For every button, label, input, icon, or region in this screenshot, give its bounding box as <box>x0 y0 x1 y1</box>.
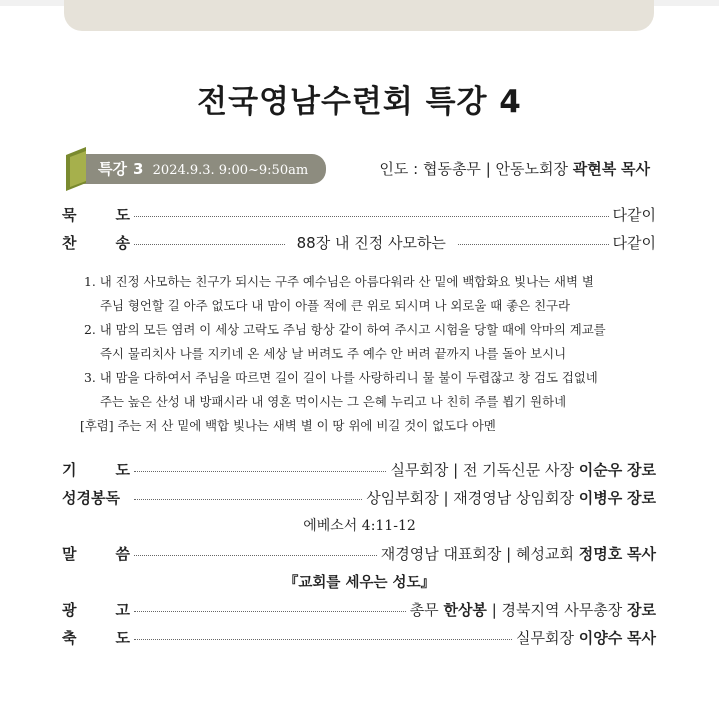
row-value: 다같이 <box>612 233 657 252</box>
scripture-passage: 에베소서 4:11-12 <box>303 518 416 534</box>
person-title: 목사 <box>627 628 656 647</box>
label-char: 도 <box>115 460 130 479</box>
dotted-leader <box>134 639 512 640</box>
label-char: 광 <box>62 600 77 619</box>
label-char: 씀 <box>115 544 130 563</box>
person-role: 실무회장 <box>516 628 574 647</box>
row-value <box>381 543 656 564</box>
label-char: 도 <box>115 205 130 224</box>
label-text: 성경봉독 <box>62 488 120 507</box>
person-title: 목사 <box>627 544 656 563</box>
header-bar <box>64 0 654 31</box>
label-char: 송 <box>115 233 130 252</box>
dotted-leader <box>458 244 609 245</box>
person-role: 실무회장 | 전 기독신문 사장 <box>390 460 574 479</box>
leader-title: 목사 <box>621 160 650 178</box>
hymn-lyrics <box>80 270 664 438</box>
row-label <box>62 487 130 508</box>
person-name: 정명호 <box>578 544 623 563</box>
person-name: 한상봉 <box>443 600 487 619</box>
row-label <box>62 599 130 620</box>
row-value <box>516 627 656 648</box>
row-hymn <box>62 231 656 253</box>
session-label-text: 특강 <box>98 160 127 178</box>
person-role: 재경영남 대표회장 | 혜성교회 <box>380 544 574 563</box>
person-name: 이순우 <box>578 460 623 479</box>
row-scripture <box>62 486 656 508</box>
dotted-leader <box>134 244 285 245</box>
label-char: 말 <box>62 544 77 563</box>
person-name: 이양수 <box>578 628 623 647</box>
label-char: 찬 <box>62 233 77 252</box>
dotted-leader <box>134 471 386 472</box>
person-name: 이병우 <box>578 488 623 507</box>
label-char: 묵 <box>62 205 77 224</box>
session-label <box>98 158 308 179</box>
row-announcements <box>62 598 656 620</box>
row-label <box>62 543 130 564</box>
lyric-line: [후렴] 주는 저 산 밑에 백합 빛나는 새벽 별 이 땅 위에 비길 것이 없도다 아멘 <box>80 418 496 433</box>
session-tab <box>70 154 326 184</box>
lyric-line: 주님 형언할 길 아주 없도다 내 맘이 아플 적에 큰 위로 되시며 나 외로울 때 좋은 친구라 <box>100 298 570 313</box>
lyric-line: 2. 내 맘의 모든 염려 이 세상 고락도 주님 항상 같이 하여 주시고 시험을 당할 때에 악마의 계교를 <box>84 322 606 337</box>
person-role-suffix: | 경북지역 사무총장 <box>491 600 623 619</box>
row-silent-prayer <box>62 203 656 225</box>
row-value <box>410 599 656 620</box>
row-value <box>390 459 656 480</box>
person-title: 장로 <box>627 600 656 619</box>
label-char: 도 <box>115 628 130 647</box>
row-value <box>366 487 656 508</box>
person-title: 장로 <box>627 488 656 507</box>
dotted-leader <box>134 499 362 500</box>
label-char: 기 <box>62 460 77 479</box>
person-role: 상임부회장 | 재경영남 상임회장 <box>366 488 574 507</box>
lyric-line: 주는 높은 산성 내 방패시라 내 영혼 먹이시는 그 은혜 누리고 나 친히 주를 뵙기 원하네 <box>100 394 567 409</box>
row-sermon <box>62 542 656 564</box>
leader-prefix: 인도 : 협동총무 | 안동노회장 <box>379 160 568 178</box>
row-label <box>62 232 130 253</box>
row-label <box>62 459 130 480</box>
page-title: 전국영남수련회 특강 4 <box>197 84 522 120</box>
row-label <box>62 204 130 225</box>
person-title: 장로 <box>627 460 656 479</box>
bookmark-icon <box>66 147 90 191</box>
dotted-leader <box>134 611 406 612</box>
lyric-line: 1. 내 진정 사모하는 친구가 되시는 구주 예수님은 아름다워라 산 밑에 백합화요 빛나는 새벽 별 <box>84 274 594 289</box>
row-benediction <box>62 626 656 648</box>
dotted-leader <box>134 216 609 217</box>
row-value: 다같이 <box>612 205 656 224</box>
session-number: 3 <box>132 160 144 178</box>
row-label <box>62 627 130 648</box>
sermon-title: 『교회를 세우는 성도』 <box>283 575 436 591</box>
leader-name: 곽현복 <box>572 160 617 178</box>
session-datetime: 2024.9.3. 9:00~9:50am <box>152 163 309 178</box>
label-char: 축 <box>62 628 77 647</box>
lyric-line: 3. 내 맘을 다하여서 주님을 따르면 길이 길이 나를 사랑하리니 물 불이 두렵잖고 창 검도 겁없네 <box>84 370 598 385</box>
hymn-title: 88장 내 진정 사모하는 <box>296 233 446 252</box>
session-leader <box>350 158 650 179</box>
row-prayer <box>62 458 656 480</box>
label-char: 고 <box>115 600 130 619</box>
dotted-leader <box>134 555 377 556</box>
lyric-line: 즉시 물리치사 나를 지키네 온 세상 날 버려도 주 예수 안 버려 끝까지 나를 돌아 보시니 <box>100 346 567 361</box>
person-role: 총무 <box>409 600 439 619</box>
